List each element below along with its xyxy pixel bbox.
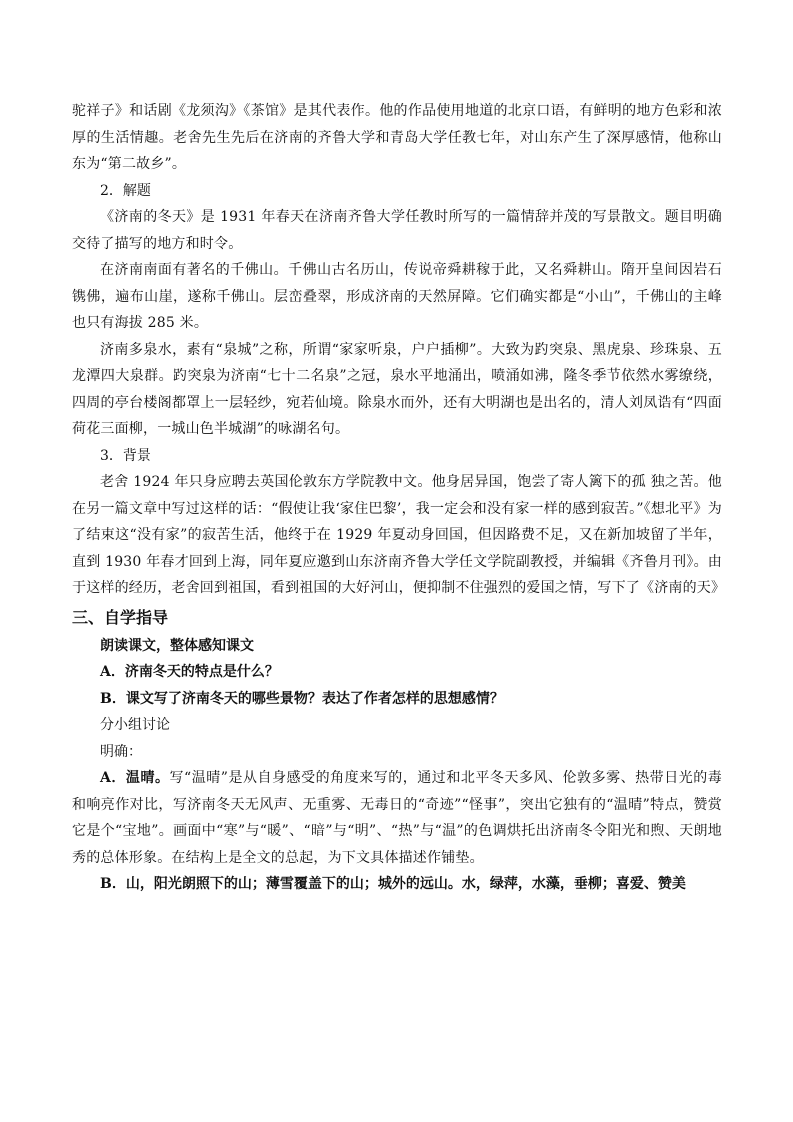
group-discussion-label: 分小组讨论 [100, 717, 170, 733]
background-paragraph: 老舍 1924 年只身应聘去英国伦敦东方学院教中文。他身居异国，饱尝了寄人篱下的孤 独之苦。他在另一篇文章中写过这样的话：“假使让我‘家住巴黎’，我一定会和没有家一样的感到寂苦。”《想北平》为了结束这“没有家”的寂苦生活，他终于在 1929 年夏动身回国，但因路费不足，又在新加坡留了半年，直到 1930 年春才回到上海，同年夏应邀到山东济南齐鲁大学任文学院副教授，并编辑《齐鲁月刊》。由于这样的经历，老舍回到祖国，看到祖国的大好河山，便抑制不住强烈的爱国之情，写下了《济南的天》 [72, 474, 726, 596]
heading-title-explanation: 2．解题 [100, 182, 151, 199]
question-b: B．课文写了济南冬天的哪些景物？表达了作者怎样的思想感情？ [100, 690, 504, 707]
answer-a-body: 写“温晴”是从自身感受的角度来写的，通过和北平冬天多风、伦敦多雾、热带日光的毒和响亮作对比，写济南冬天无风声、无重雾、无毒日的“奇迹”“怪事”，突出它独有的“温晴”特点，赞赏它是个“宝地”。画面中“寒”与“暖”、“暗”与“明”、“热”与“温”的色调烘托出济南冬令阳光和煦、天朗地秀的总体形象。在结构上是全文的总起，为下文具体描述作铺垫。 [72, 770, 722, 866]
question-a: A．济南冬天的特点是什么？ [100, 664, 279, 680]
answer-b-paragraph: B．山，阳光朗照下的山；薄雪覆盖下的山；城外的远山。水，绿萍，水藻，垂柳；喜爱、赞美 [100, 876, 686, 892]
document-page [72, 98, 726, 898]
clarification-label: 明确： [100, 743, 142, 760]
answer-a-lead: A．温晴。 [100, 770, 170, 786]
section-title-self-study: 三、自学指导 [72, 607, 169, 627]
heading-background: 3．背景 [100, 447, 151, 464]
answer-a-paragraph [72, 765, 722, 871]
reading-task: 朗读课文，整体感知课文 [100, 637, 254, 654]
springs-paragraph: 济南多泉水，素有“泉城”之称，所谓“家家听泉，户户插柳”。大致为趵突泉、黑虎泉、珍珠泉、五龙潭四大泉群。趵突泉为济南“七十二名泉”之冠，泉水平地涌出，喷涌如沸，隆冬季节依然水雾缭绕，四周的亭台楼阁都罩上一层轻纱，宛若仙境。除泉水而外，还有大明湖也是出名的，清人刘凤诰有“四面荷花三面柳，一城山色半城湖”的咏湖名句。 [72, 341, 722, 437]
title-explanation-paragraph: 《济南的冬天》是 1931 年春天在济南齐鲁大学任教时所写的一篇情辞并茂的写景散文。题目明确交待了描写的地方和时令。 [72, 209, 722, 252]
qianfo-mountain-paragraph: 在济南南面有著名的千佛山。千佛山古名历山，传说帝舜耕稼于此，又名舜耕山。隋开皇间因岩石镌佛，遍布山崖，遂称千佛山。层峦叠翠，形成济南的天然屏障。它们确实都是“小山”，千佛山的主峰也只有海拔 285 米。 [72, 262, 722, 331]
intro-paragraph: 驼祥子》和话剧《龙须沟》《茶馆》是其代表作。他的作品使用地道的北京口语，有鲜明的地方色彩和浓厚的生活情趣。老舍先生先后在济南的齐鲁大学和青岛大学任教七年，对山东产生了深厚感情，他称山东为“第二故乡”。 [72, 103, 722, 172]
